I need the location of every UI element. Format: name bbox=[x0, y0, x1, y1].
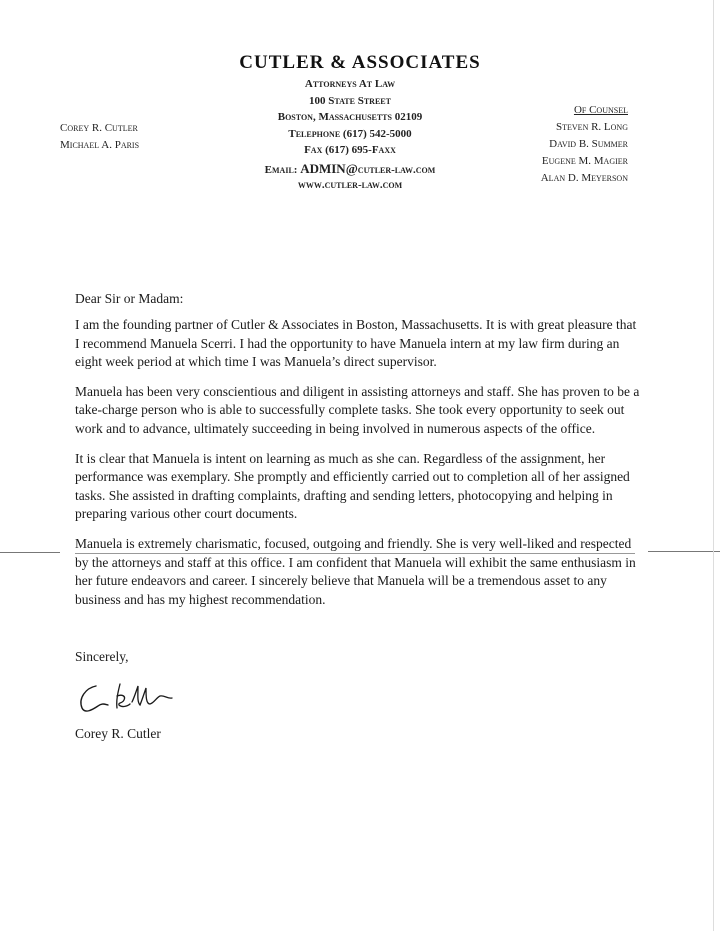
email-label: Email: bbox=[264, 164, 298, 176]
firm-telephone: Telephone (617) 542-5000 bbox=[288, 127, 412, 140]
firm-tagline: Attorneys At Law bbox=[304, 78, 396, 90]
firm-address-block bbox=[220, 76, 480, 159]
partner-name: Corey R. Cutler bbox=[60, 122, 138, 134]
firm-fax: Fax (617) 695-Faxx bbox=[304, 144, 396, 156]
partner-list bbox=[60, 120, 139, 153]
of-counsel-name: Alan D. Meyerson bbox=[540, 172, 628, 184]
body-paragraph: Manuela is extremely charismatic, focused, outgoing and friendly. She is very well-liked and respected by the attorneys and staff at this office. I am confident that Manuela will exhibit the same enthusiasm in her future endeavors and career. I sincerely believe that Manuela will be a tremendous asset to any business and has my highest recommendation. bbox=[75, 535, 636, 607]
of-counsel-title: Of Counsel bbox=[573, 104, 628, 116]
handwritten-signature bbox=[72, 678, 192, 718]
firm-name: CUTLER & ASSOCIATES bbox=[239, 52, 481, 73]
partner-name: Michael A. Paris bbox=[60, 138, 140, 151]
of-counsel-list bbox=[496, 102, 628, 187]
signer-name: Corey R. Cutler bbox=[75, 726, 161, 741]
body-paragraph: Manuela has been very conscientious and diligent in assisting attorneys and staff. She has proven to be a take-charge person who is able to successfully complete tasks. She took every opportunity to seek out work and to advance, ultimately succeeding in being involved in numerous aspects of the office. bbox=[75, 383, 640, 436]
scan-artifact-line bbox=[0, 552, 60, 553]
firm-email-line bbox=[220, 161, 480, 178]
salutation: Dear Sir or Madam: bbox=[75, 291, 184, 306]
email-address: ADMIN@ bbox=[300, 161, 358, 176]
scan-artifact-line bbox=[648, 551, 720, 552]
of-counsel-name: David B. Summer bbox=[549, 138, 628, 150]
scan-page-edge bbox=[713, 0, 714, 931]
scan-artifact-line bbox=[75, 553, 635, 554]
body-paragraph: I am the founding partner of Cutler & Associates in Boston, Massachusetts. It is with great pleasure that I recommend Manuela Scerri. I had the opportunity to have Manuela intern at my law firm during an eight week period at which time I was Manuela’s direct supervisor. bbox=[75, 317, 637, 370]
letter-body bbox=[75, 316, 640, 620]
of-counsel-name: Steven R. Long bbox=[556, 121, 628, 133]
firm-city: Boston, Massachusetts 02109 bbox=[277, 111, 423, 123]
of-counsel-name: Eugene M. Magier bbox=[541, 155, 628, 167]
firm-website: www.cutler-law.com bbox=[297, 179, 403, 191]
closing: Sincerely, bbox=[75, 649, 129, 664]
firm-street: 100 State Street bbox=[309, 94, 391, 107]
body-paragraph: It is clear that Manuela is intent on learning as much as she can. Regardless of the assignment, her performance was exemplary. She promptly and efficiently carried out to completion all of her assigned tasks. She assisted in drafting complaints, drafting and sending letters, photocopying and helping in preparing various other court documents. bbox=[75, 450, 630, 522]
email-domain: cutler-law.com bbox=[357, 164, 436, 176]
firm-contact-block bbox=[220, 161, 480, 193]
